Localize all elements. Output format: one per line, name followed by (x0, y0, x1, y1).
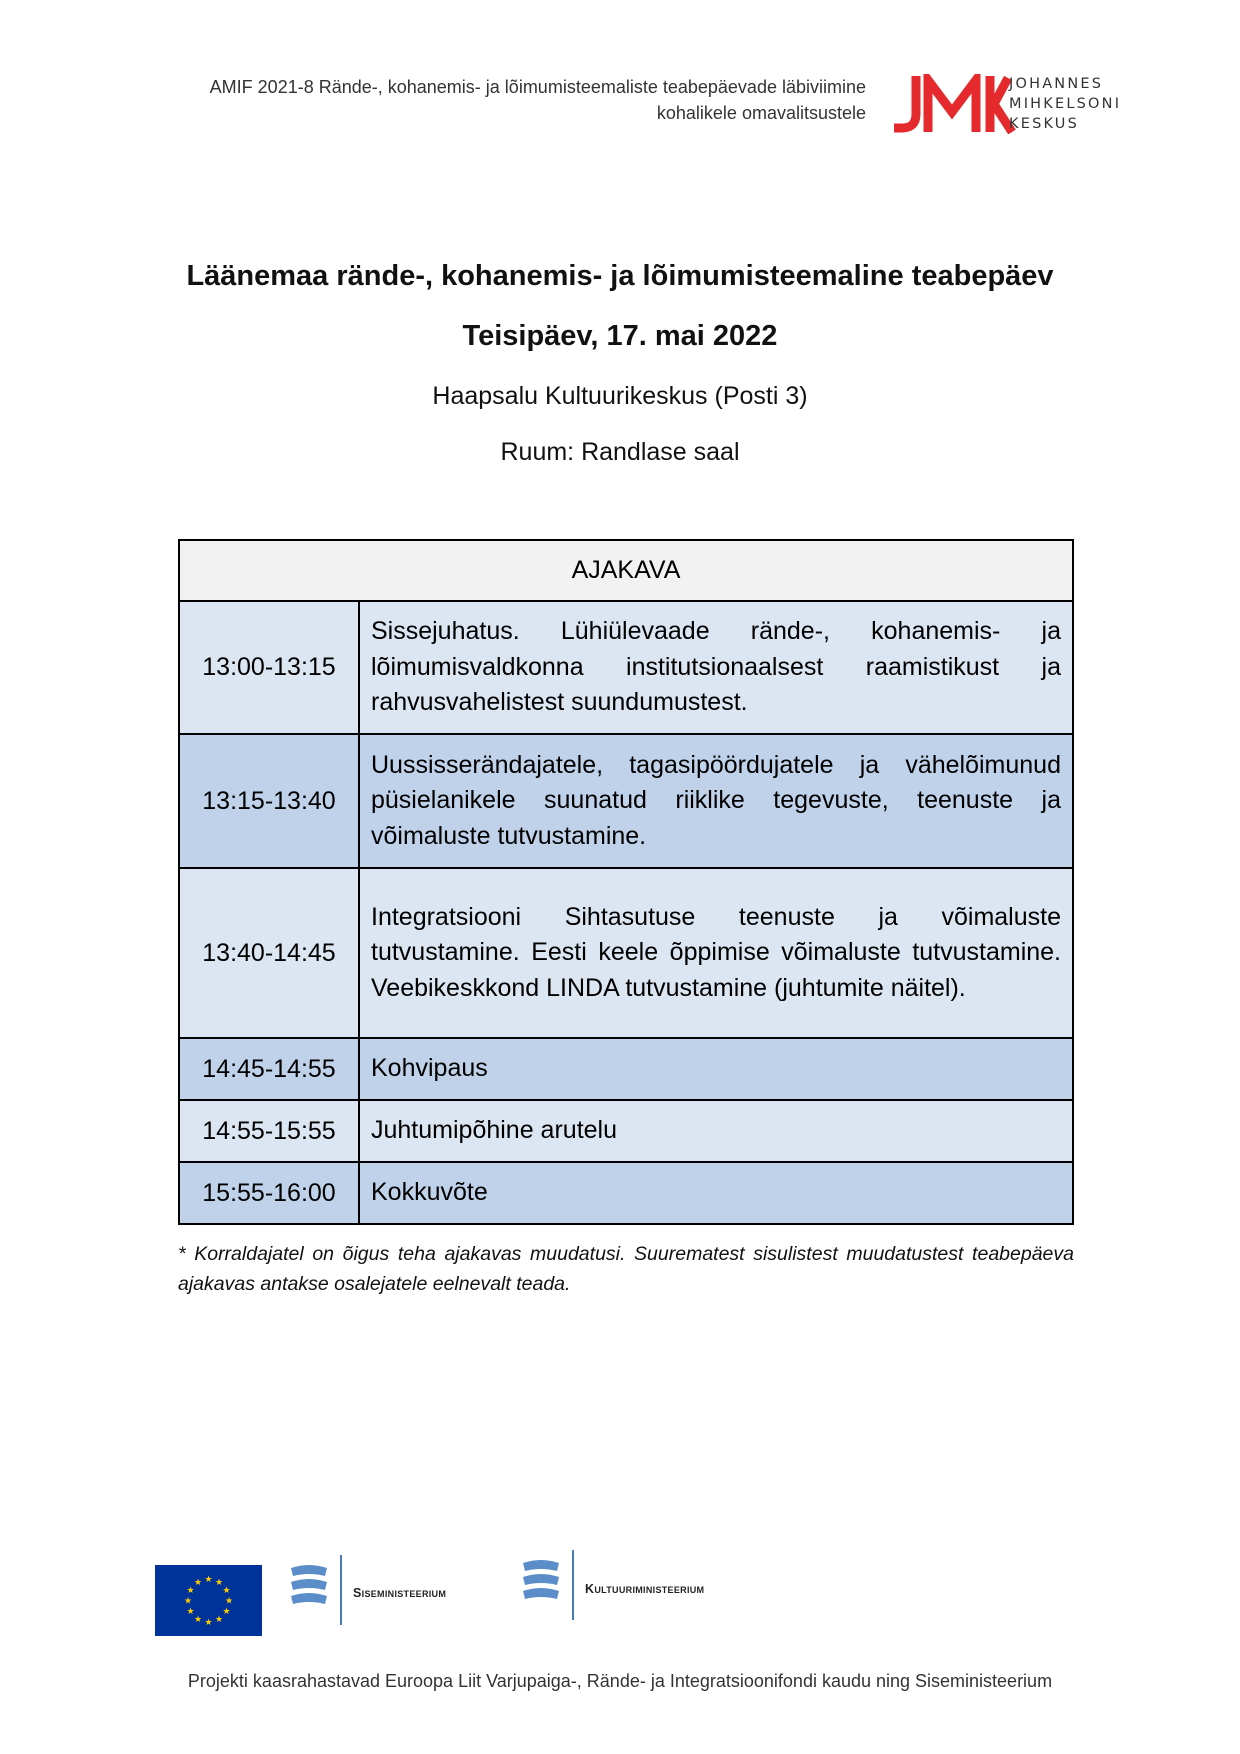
schedule-note: * Korraldajatel on õigus teha ajakavas muudatusi. Suurematest sisulistest muudatustest teabepäeva ajakavas antakse osalejatele eelnevalt teada. (178, 1243, 1074, 1295)
schedule-time: 13:15-13:40 (179, 734, 359, 868)
svg-text:★: ★ (186, 1607, 195, 1617)
funding-statement: Projekti kaasrahastavad Euroopa Liit Varjupaiga-, Rände- ja Integratsioonifondi kaudu ning Siseministeerium (187, 1671, 1053, 1691)
event-date: Teisipäev, 17. mai 2022 (462, 320, 778, 352)
event-title: Läänemaa rände-, kohanemis- ja lõimumisteemaline teabepäev (186, 260, 1054, 292)
svg-text:★: ★ (193, 1578, 203, 1588)
schedule-time: 13:40-14:45 (179, 868, 359, 1038)
logo-word: MIHKELSONI (1009, 96, 1122, 112)
schedule-description: Kohvipaus (359, 1038, 1073, 1100)
jmk-logo-words (1009, 74, 1121, 134)
project-header-line2: kohalikele omavalitsustele (656, 103, 866, 123)
logo-divider (572, 1550, 574, 1620)
schedule-row (179, 1162, 1073, 1224)
schedule-row (179, 868, 1073, 1038)
eu-flag-icon (155, 1565, 262, 1636)
project-header-line1: AMIF 2021-8 Rände-, kohanemis- ja lõimumisteemaliste teabepäevade läbiviimine (209, 77, 866, 97)
estonian-coat-of-arms-icon (288, 1560, 330, 1616)
event-room: Ruum: Randlase saal (500, 438, 740, 466)
schedule-time: 15:55-16:00 (179, 1162, 359, 1224)
logo-word: KESKUS (1009, 116, 1080, 132)
schedule-row (179, 734, 1073, 868)
schedule-time: 14:55-15:55 (179, 1100, 359, 1162)
schedule-description: Uussisserändajatele, tagasipöördujatele ja vähelõimunud püsielanikele suunatud riiklike tegevuste, teenuste ja võimaluste tutvustamine. (359, 734, 1073, 868)
svg-text:★: ★ (222, 1586, 231, 1596)
schedule-row (179, 601, 1073, 734)
schedule-description: Sissejuhatus. Lühiülevaade rände-, kohanemis- ja lõimumisvaldkonna institutsionaalsest raamistikust ja rahvusvahelistest suundumustest. (359, 601, 1073, 734)
schedule-description: Kokkuvõte (359, 1162, 1073, 1224)
logo-divider (340, 1555, 342, 1625)
svg-text:★: ★ (204, 1575, 213, 1585)
schedule-row (179, 1100, 1073, 1162)
svg-text:★: ★ (214, 1615, 224, 1625)
schedule-description: Juhtumipõhine arutelu (359, 1100, 1073, 1162)
ministry-name-siseministeerium: Siseministeerium (353, 1586, 447, 1600)
project-header (150, 74, 866, 126)
schedule-description: Integratsiooni Sihtasutuse teenuste ja võimaluste tutvustamine. Eesti keele õppimise võimaluste tutvustamine. Veebikeskkond LINDA tutvustamine (juhtumite näitel). (359, 868, 1073, 1038)
svg-text:★: ★ (204, 1618, 213, 1628)
svg-text:★: ★ (186, 1586, 195, 1596)
event-venue: Haapsalu Kultuurikeskus (Posti 3) (432, 382, 808, 410)
svg-text:★: ★ (222, 1607, 231, 1617)
svg-text:★: ★ (183, 1596, 193, 1607)
schedule-time: 13:00-13:15 (179, 601, 359, 734)
schedule-header-row (179, 540, 1073, 601)
svg-text:★: ★ (224, 1596, 234, 1607)
schedule-time: 14:45-14:55 (179, 1038, 359, 1100)
schedule-heading: AJAKAVA (179, 540, 1073, 601)
ministry-name-kultuuriministeerium: Kultuuriministeerium (585, 1582, 705, 1596)
schedule-row (179, 1038, 1073, 1100)
svg-text:★: ★ (193, 1615, 203, 1625)
estonian-coat-of-arms-icon (520, 1555, 562, 1611)
svg-text:★: ★ (214, 1578, 224, 1588)
schedule-table (178, 539, 1074, 1225)
logo-word: JOHANNES (1009, 76, 1104, 92)
